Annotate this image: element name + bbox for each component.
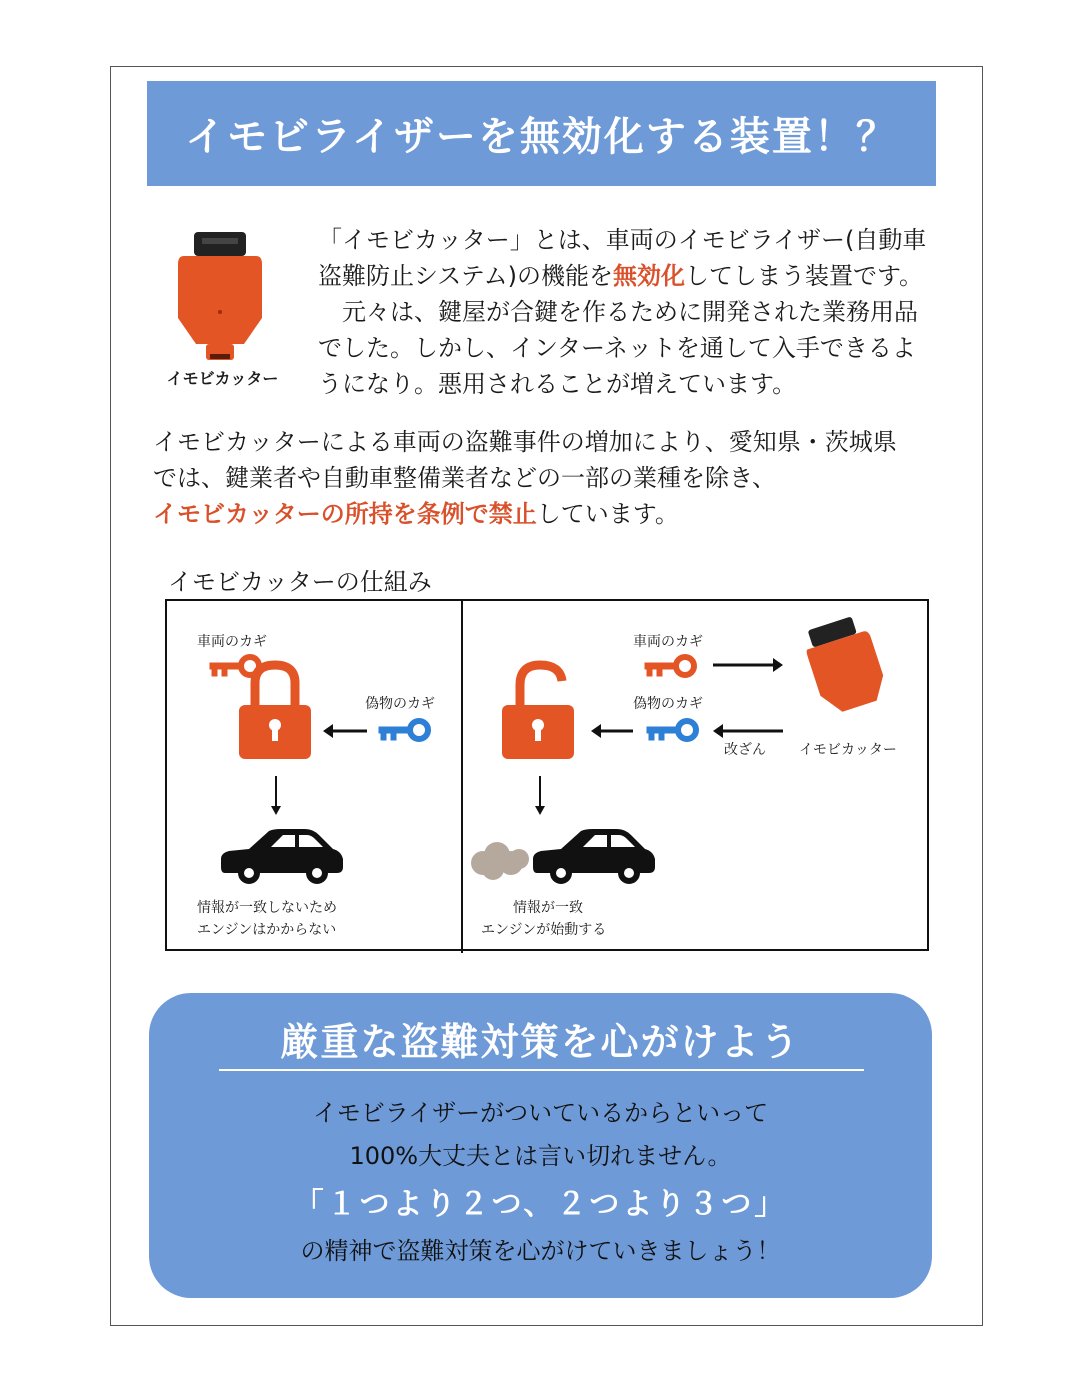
exhaust-smoke-icon	[471, 842, 529, 880]
advice-line: 100%大丈夫とは言い切れません。	[349, 1142, 732, 1170]
real-key-icon-right	[645, 657, 694, 676]
intro-line	[318, 258, 948, 294]
device-caption: イモビカッター	[166, 369, 279, 388]
fake-key-icon-left	[379, 721, 428, 740]
advice-slogan: 「１つより２つ、２つより３つ」	[293, 1187, 788, 1222]
intro-text-segment: してしまう装置です。	[684, 262, 924, 290]
ordinance-line	[153, 496, 953, 532]
real-key-label: 車両のカギ	[197, 634, 267, 650]
arrow-left-icon	[591, 724, 633, 738]
mechanism-title: イモビカッターの仕組み	[168, 568, 432, 596]
intro-line: うになり。悪用されることが増えています。	[318, 370, 797, 398]
mechanism-diagram	[165, 599, 929, 951]
advice-divider	[219, 1069, 864, 1071]
result-label: 情報が一致しないため	[197, 900, 337, 916]
arrow-left-icon	[323, 724, 367, 738]
result-label: エンジンはかからない	[197, 922, 337, 938]
fake-key-label: 偽物のカギ	[365, 696, 435, 712]
arrow-down-icon	[535, 776, 545, 815]
result-label: エンジンが始動する	[481, 922, 607, 938]
advice-line: の精神で盗難対策を心がけていきましょう！	[300, 1237, 781, 1265]
advice-line: イモビライザーがついているからといって	[312, 1099, 769, 1127]
device-label: イモビカッター	[799, 742, 897, 758]
fake-key-icon-right	[647, 721, 696, 740]
car-icon-right	[533, 829, 655, 884]
emphasis-disable: 無効化	[612, 262, 685, 290]
ordinance-line: では、鍵業者や自動車整備業者などの一部の業種を除き、	[153, 464, 777, 492]
intro-line: 元々は、鍵屋が合鍵を作るために開発された業務用品	[318, 298, 918, 326]
lock-closed-icon	[239, 665, 311, 759]
fake-key-label: 偽物のカギ	[633, 696, 703, 712]
title-banner	[147, 81, 936, 186]
page-title: イモビライザーを無効化する装置！？	[185, 114, 898, 160]
emphasis-prohibited: イモビカッターの所持を条例で禁止	[153, 500, 537, 528]
arrow-left-icon	[713, 724, 783, 738]
arrow-right-icon	[713, 658, 783, 672]
intro-line: でした。しかし、インターネットを通して入手できるよ	[318, 334, 916, 362]
advice-panel	[149, 993, 932, 1298]
immobilizer-cutter-device-icon	[176, 232, 264, 364]
advice-title: 厳重な盗難対策を心がけよう	[280, 1020, 801, 1064]
intro-line: 「イモビカッター」とは、車両のイモビライザー(自動車	[318, 226, 927, 254]
arrow-down-icon	[271, 776, 281, 815]
ordinance-line: イモビカッターによる車両の盗難事件の増加により、愛知県・茨城県	[153, 428, 897, 456]
car-icon-left	[221, 829, 343, 884]
lock-open-icon	[502, 665, 574, 759]
ordinance-paragraph	[153, 424, 953, 532]
intro-paragraph	[318, 222, 948, 402]
ordinance-text-segment: しています。	[536, 500, 679, 528]
real-key-label: 車両のカギ	[633, 634, 703, 650]
real-key-icon-left	[210, 657, 259, 676]
intro-text-segment: 盗難防止システム)の機能を	[318, 262, 613, 290]
result-label: 情報が一致	[513, 900, 583, 916]
immobilizer-cutter-icon-right	[800, 613, 890, 717]
tamper-label: 改ざん	[724, 742, 766, 758]
